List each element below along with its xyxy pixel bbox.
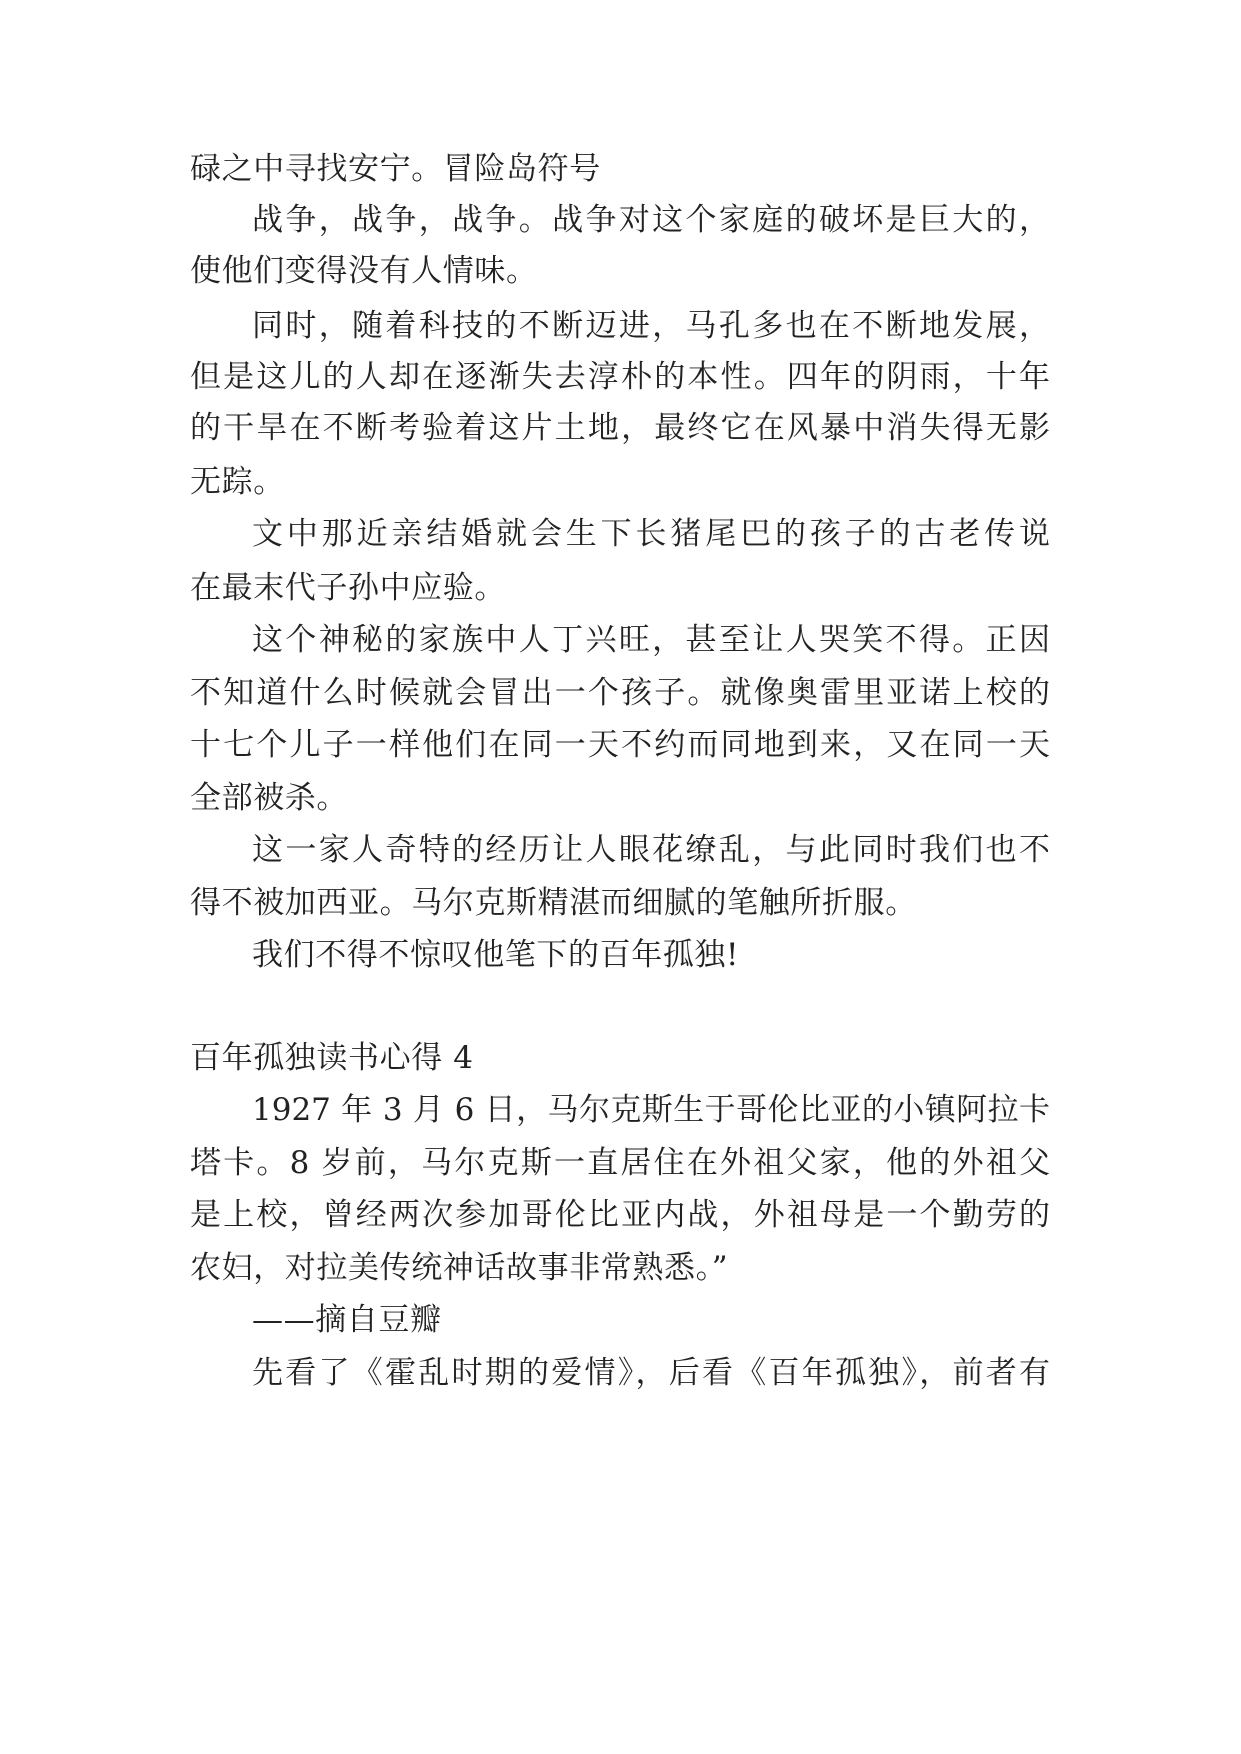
text-line: 的干旱在不断考验着这片土地，最终它在风暴中消失得无影 xyxy=(190,410,1050,446)
paragraph-first-line: 文中那近亲结婚就会生下长猪尾巴的孩子的古老传说 xyxy=(252,516,1050,552)
paragraph-first-line: 先看了《霍乱时期的爱情》，后看《百年孤独》，前者有 xyxy=(252,1355,1050,1391)
text-line: 全部被杀。 xyxy=(190,780,348,816)
paragraph-first-line: 这一家人奇特的经历让人眼花缭乱，与此同时我们也不 xyxy=(252,832,1050,868)
text-line: 碌之中寻找安宁。冒险岛符号 xyxy=(190,151,601,187)
text-line: 是上校，曾经两次参加哥伦比亚内战，外祖母是一个勤劳的 xyxy=(190,1197,1050,1233)
text-line: 农妇，对拉美传统神话故事非常熟悉。” xyxy=(190,1250,729,1286)
paragraph-first-line: 我们不得不惊叹他笔下的百年孤独! xyxy=(252,937,740,973)
text-line: 得不被加西亚。马尔克斯精湛而细腻的笔触所折服。 xyxy=(190,885,917,921)
quote-attribution: ——摘自豆瓣 xyxy=(252,1302,442,1338)
paragraph-first-line: 战争，战争，战争。战争对这个家庭的破坏是巨大的， xyxy=(252,202,1050,238)
text-line: 使他们变得没有人情味。 xyxy=(190,253,538,289)
text-line: 十七个儿子一样他们在同一天不约而同地到来，又在同一天 xyxy=(190,727,1050,763)
text-line: 在最末代子孙中应验。 xyxy=(190,570,506,606)
text-line: 但是这儿的人却在逐渐失去淳朴的本性。四年的阴雨，十年 xyxy=(190,359,1050,395)
section-heading: 百年孤独读书心得 4 xyxy=(190,1040,474,1076)
paragraph-first-line: 同时，随着科技的不断迈进，马孔多也在不断地发展， xyxy=(252,308,1050,344)
paragraph-first-line: 这个神秘的家族中人丁兴旺，甚至让人哭笑不得。正因 xyxy=(252,622,1050,658)
text-line: 无踪。 xyxy=(190,464,285,500)
text-line: 塔卡。8 岁前，马尔克斯一直居住在外祖父家，他的外祖父 xyxy=(190,1145,1050,1181)
text-line: 不知道什么时候就会冒出一个孩子。就像奥雷里亚诺上校的 xyxy=(190,675,1050,711)
paragraph-first-line: 1927 年 3 月 6 日，马尔克斯生于哥伦比亚的小镇阿拉卡 xyxy=(252,1092,1050,1128)
